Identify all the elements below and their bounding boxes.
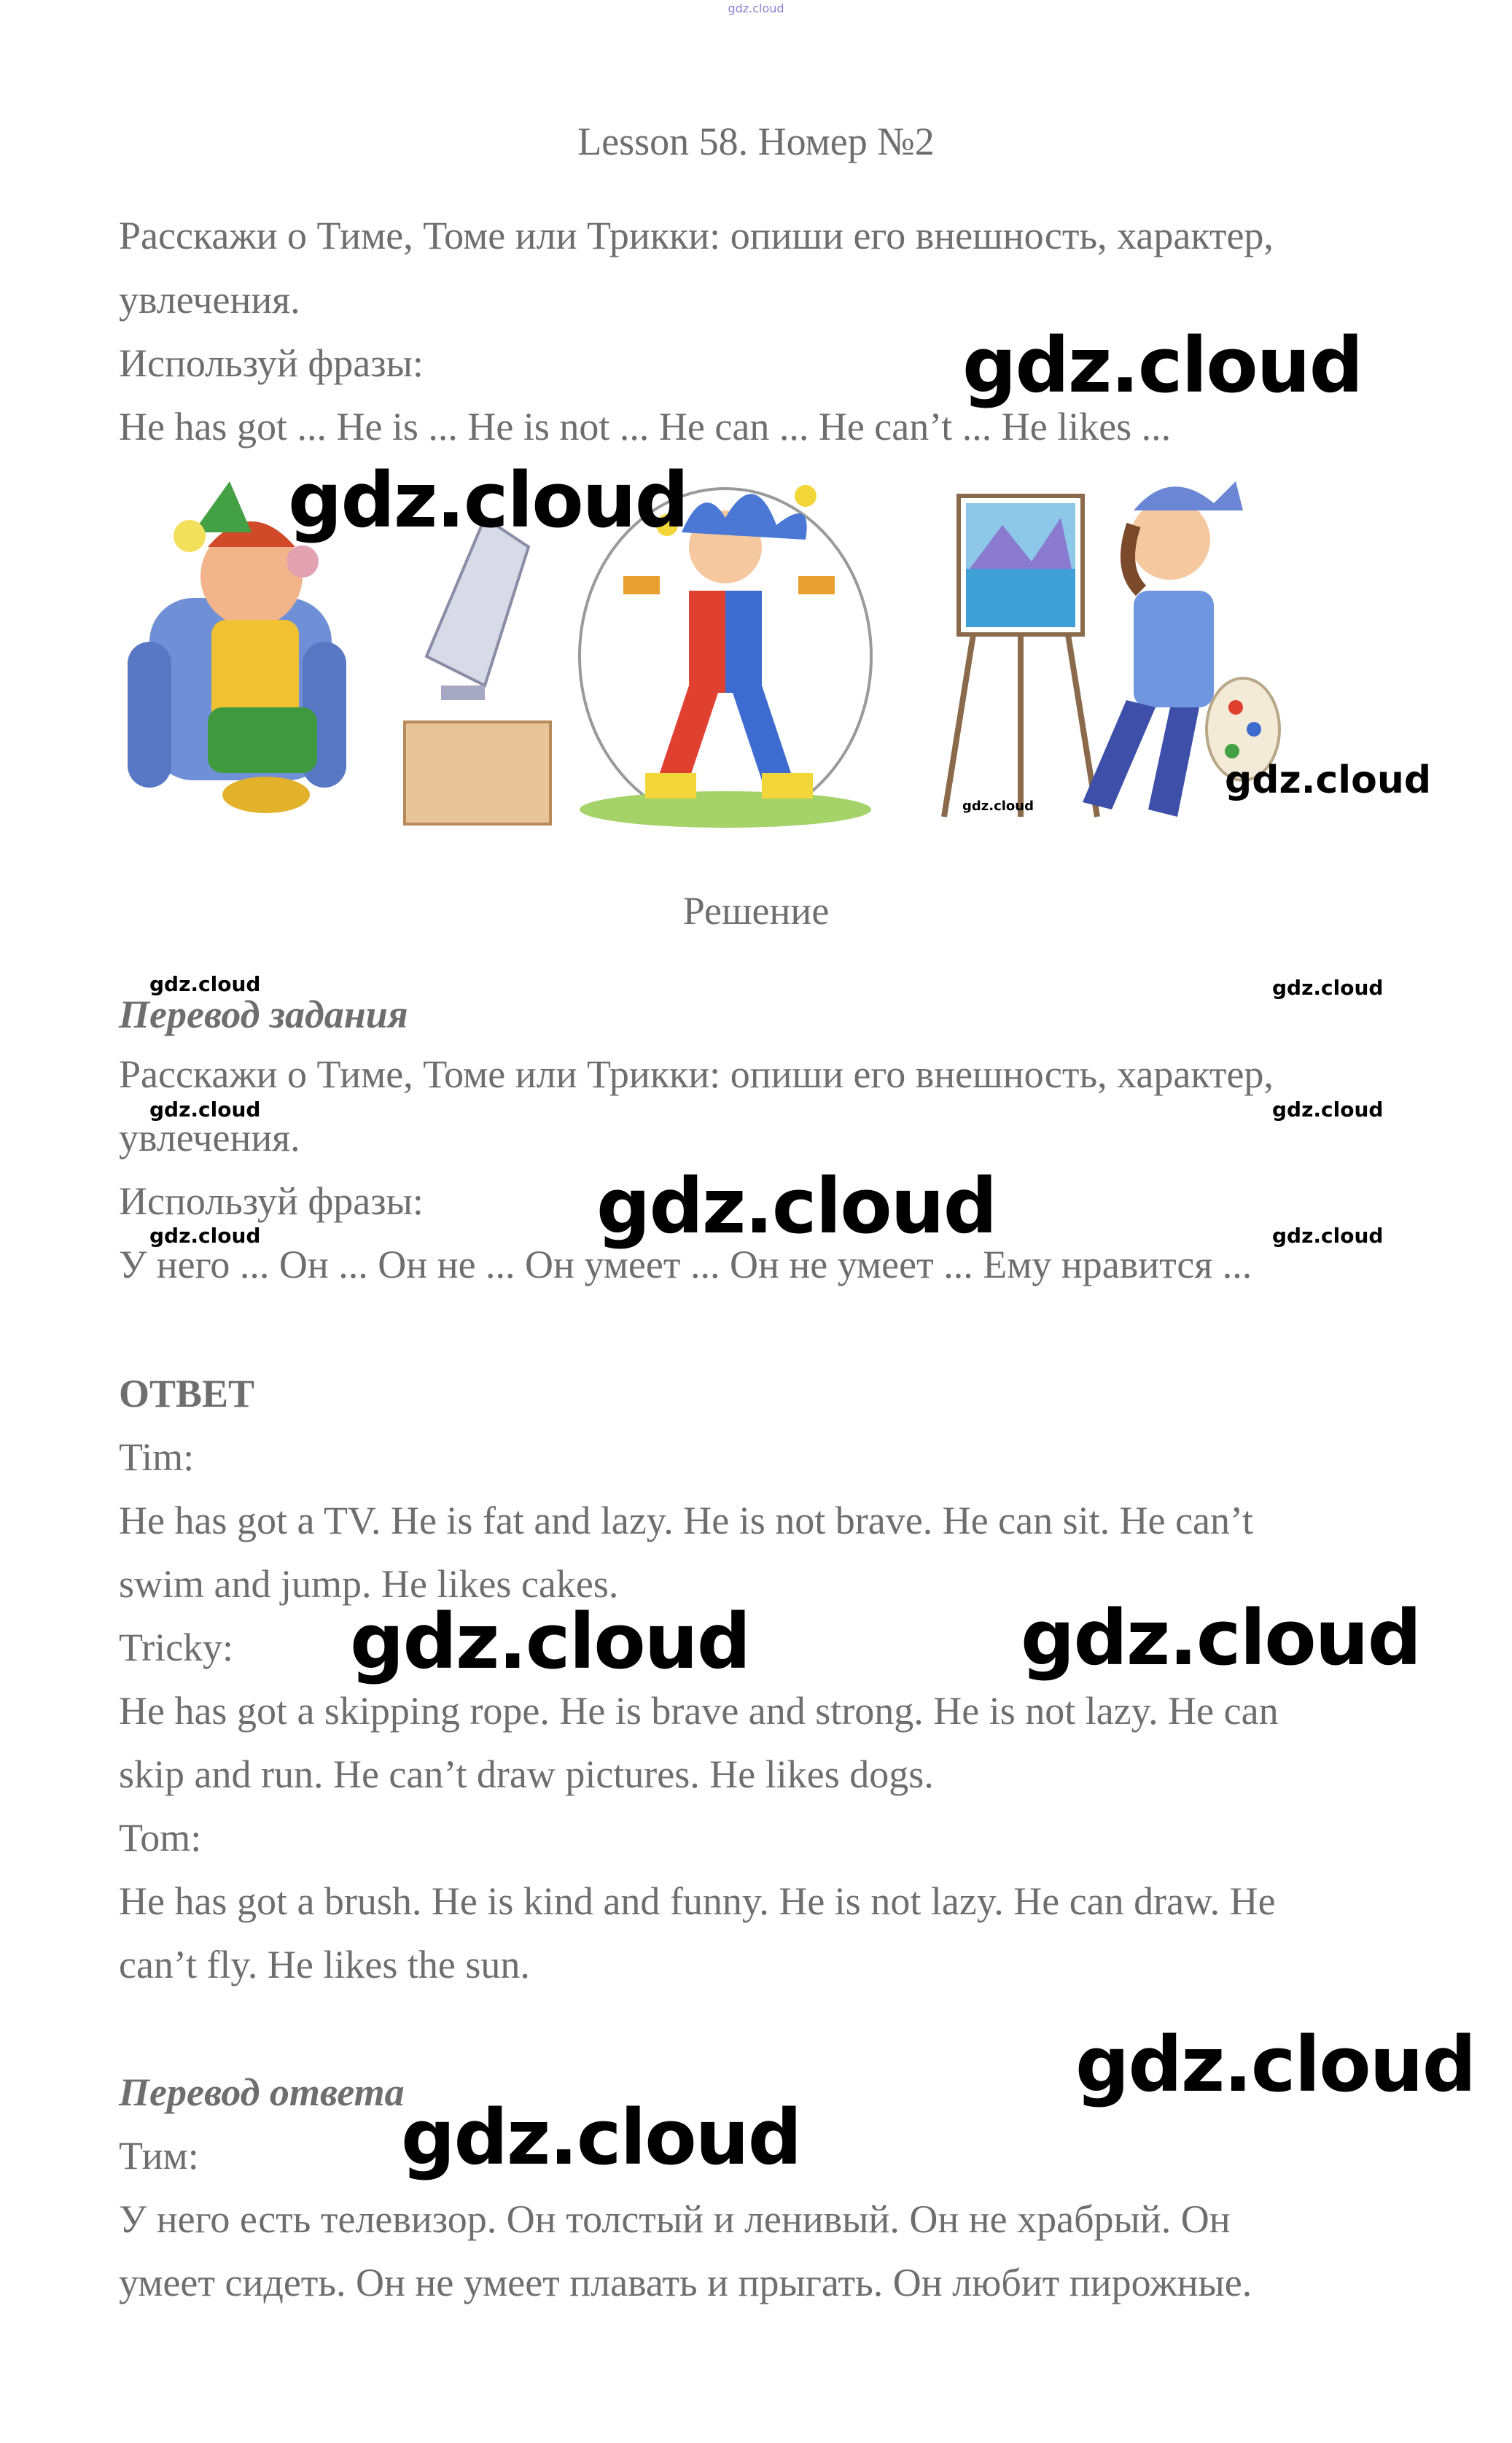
- watermark: gdz.cloud: [962, 799, 1034, 814]
- watermark: gdz.cloud: [1272, 1098, 1384, 1122]
- answer-tim-line-2: swim and jump. He likes cakes.: [119, 1562, 619, 1606]
- translation-line-1: Расскажи о Тиме, Томе или Трикки: опиши его внешность, характер,: [119, 1052, 1274, 1096]
- answer-tim-line-1: He has got a TV. He is fat and lazy. He is not brave. He can sit. He can’t: [119, 1499, 1254, 1542]
- solution-label: Решение: [682, 889, 830, 933]
- watermark: gdz.cloud: [149, 1098, 261, 1122]
- watermark: gdz.cloud: [1272, 976, 1384, 1000]
- watermark: gdz.cloud: [1272, 1224, 1384, 1248]
- task-line-4: He has got ... He is ... He is not ... He can ... He can’t ... He likes ...: [119, 405, 1172, 448]
- watermark: gdz.cloud: [1225, 758, 1432, 802]
- answer-translation-tim-line-1: У него есть телевизор. Он толстый и ленивый. Он не храбрый. Он: [119, 2197, 1231, 2241]
- answer-tom-label: Tom:: [119, 1816, 202, 1860]
- answer-tom-line-1: He has got a brush. He is kind and funny. He is not lazy. He can draw. He: [119, 1879, 1276, 1923]
- answer-translation-tim-line-2: умеет сидеть. Он не умеет плавать и прыгать. Он любит пирожные.: [119, 2261, 1252, 2304]
- answer-translation-tim-label: Тим:: [119, 2134, 199, 2178]
- watermark: gdz.cloud: [350, 1597, 750, 1686]
- translation-line-2: увлечения.: [119, 1116, 300, 1160]
- translation-line-4: У него ... Он ... Он не ... Он умеет ... Он не умеет ... Ему нравится ...: [119, 1243, 1252, 1286]
- watermark: gdz.cloud: [1075, 2020, 1476, 2109]
- translation-line-3: Используй фразы:: [119, 1179, 424, 1223]
- watermark: gdz.cloud: [962, 321, 1363, 410]
- task-line-1: Расскажи о Тиме, Томе или Трикки: опиши его внешность, характер,: [119, 214, 1274, 257]
- watermark: gdz.cloud: [401, 2093, 801, 2182]
- watermark: gdz.cloud: [288, 456, 688, 545]
- top-watermark: gdz.cloud: [728, 1, 784, 15]
- answer-heading: ОТВЕТ: [119, 1372, 255, 1415]
- page-title: Lesson 58. Номер №2: [577, 120, 935, 163]
- watermark: gdz.cloud: [596, 1162, 997, 1251]
- answer-tricky-label: Tricky:: [119, 1626, 234, 1669]
- answer-tricky-line-1: He has got a skipping rope. He is brave and strong. He is not lazy. He can: [119, 1689, 1279, 1733]
- answer-tom-line-2: can’t fly. He likes the sun.: [119, 1943, 530, 1986]
- watermark: gdz.cloud: [149, 1224, 261, 1248]
- task-line-2: увлечения.: [119, 278, 300, 322]
- answer-translation-heading: Перевод ответа: [119, 2070, 405, 2114]
- task-line-3: Используй фразы:: [119, 341, 424, 385]
- watermark: gdz.cloud: [1021, 1593, 1421, 1682]
- watermark: gdz.cloud: [149, 972, 261, 996]
- answer-tim-label: Tim:: [119, 1435, 195, 1479]
- answer-tricky-line-2: skip and run. He can’t draw pictures. He likes dogs.: [119, 1752, 934, 1796]
- translation-heading: Перевод задания: [119, 993, 408, 1036]
